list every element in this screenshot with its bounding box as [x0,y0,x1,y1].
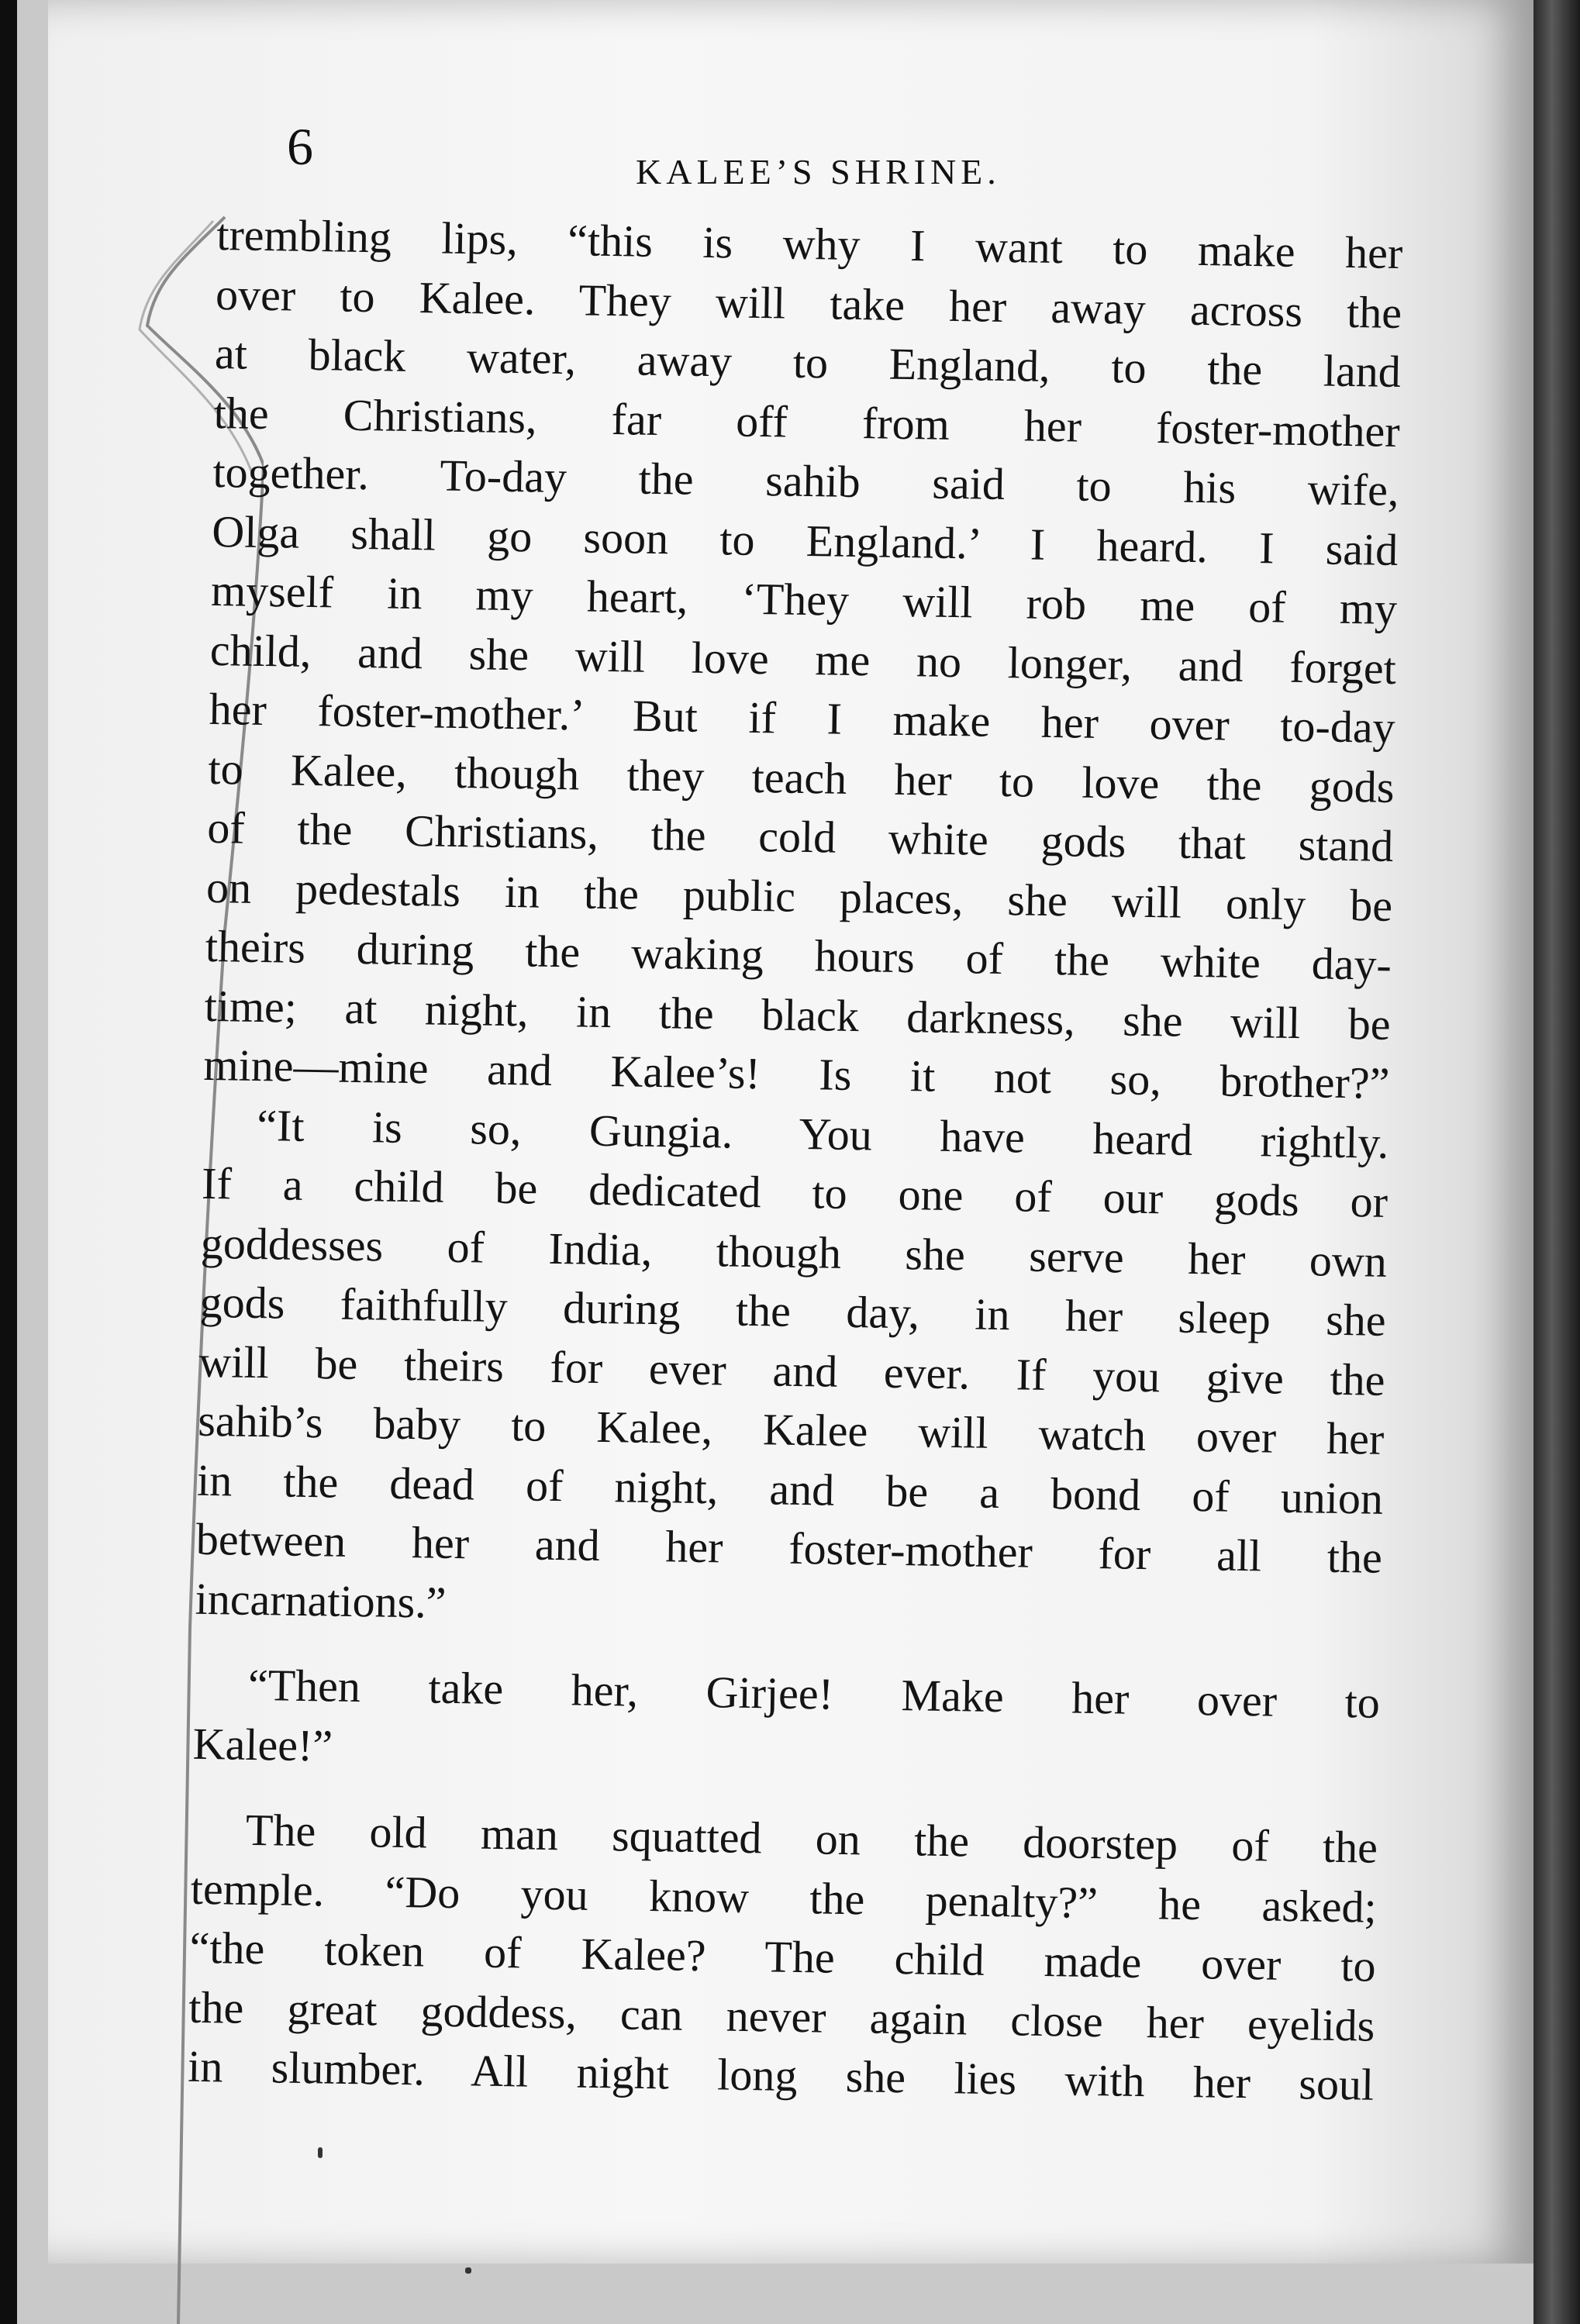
text-line: of the Christians, the cold white gods that stand [206,802,1394,871]
text-line: temple. “Do you know the penalty?” he asked; [190,1863,1378,1933]
text-line: over to Kalee. They will take her away across the [215,268,1402,338]
text-line: The old man squatted on the doorstep of the [245,1804,1378,1873]
ink-speck [318,2147,323,2158]
text-line: the Christians, far off from her foster-mother [213,387,1401,457]
text-line: her foster-mother.’ But if I make her over to-day [209,683,1396,753]
text-line: at black water, away to England, to the land [214,327,1402,398]
body-text [188,205,1403,2115]
text-line: trembling lips, “this is why I want to make her [216,209,1403,279]
text-line: sahib’s baby to Kalee, Kalee will watch over her [197,1395,1385,1464]
text-line: in the dead of night, and be a bond of union [196,1454,1384,1524]
text-line: goddesses of India, though she serve her own [200,1217,1388,1287]
page-header [287,116,1395,191]
page-number: 6 [287,117,313,176]
text-line: myself in my heart, ‘They will rob me of my [210,564,1398,634]
text-line: gods faithfully during the day, in her sleep she [199,1276,1387,1346]
text-line: to Kalee, though they teach her to love the gods [208,743,1395,812]
paragraph [203,205,1403,1113]
book-spine-edge [1533,0,1580,2324]
text-line: incarnations.” [195,1573,447,1628]
text-line: mine—mine and Kalee’s! Is it not so, brother?” [203,1039,1390,1109]
paragraph [192,1655,1380,1792]
text-line: will be theirs for ever and ever. If you give the [198,1336,1385,1405]
text-line: theirs during the waking hours of the white day- [205,920,1392,990]
text-line: together. To-day the sahib said to his wife, [212,446,1399,515]
text-line: “Then take her, Girjee! Make her over to [247,1659,1381,1728]
text-line: If a child be dedicated to one of our gods or [201,1157,1389,1227]
ink-speck [465,2267,471,2274]
running-head: KALEE’S SHRINE. [636,152,1001,191]
text-line: in slumber. All night long she lies with her soul [187,2040,1375,2110]
text-line: the great goddess, can never again close her eyelids [188,1981,1375,2051]
text-line: child, and she will love me no longer, and forget [209,624,1397,694]
text-line: time; at night, in the black darkness, she will be [204,980,1392,1050]
text-line: Kalee!” [192,1718,333,1771]
text-line: between her and her foster-mother for all the [195,1513,1383,1583]
paragraph [188,1800,1378,2115]
text-line: Olga shall go soon to England.’ I heard. I said [211,505,1399,575]
text-line: “It is so, Gungia. You have heard rightly. [256,1099,1389,1168]
text-line: “the token of Kalee? The child made over to [189,1922,1377,1991]
text-line: on pedestals in the public places, she will only be [205,861,1393,931]
paragraph [195,1095,1389,1646]
